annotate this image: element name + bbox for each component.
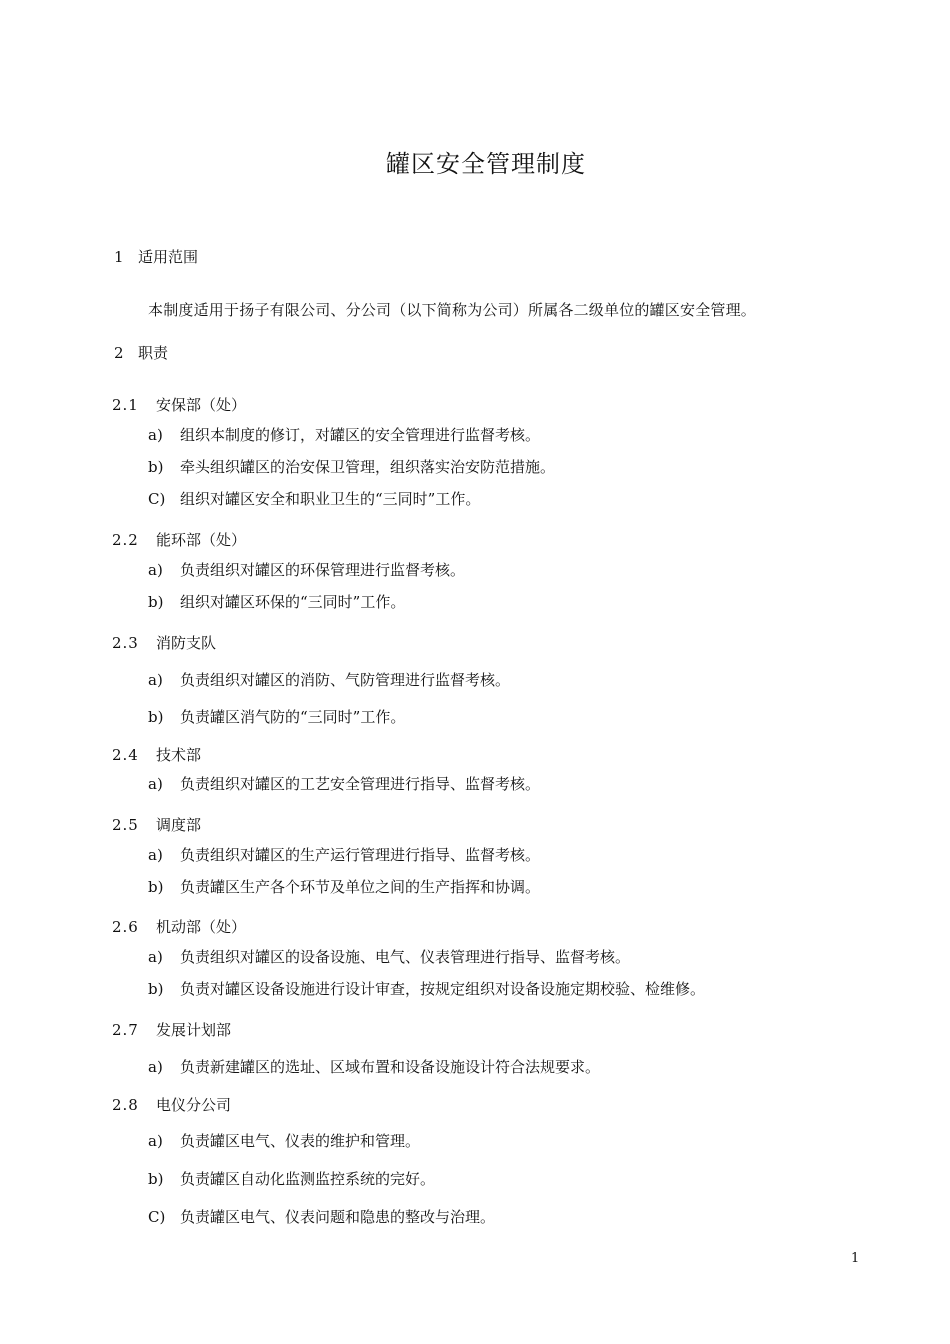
list-item-marker: b) [148, 878, 164, 896]
list-item-text: 负责组织对罐区的环保管理进行监督考核。 [180, 561, 466, 579]
list-item-text: 负责罐区消气防的“三同时”工作。 [180, 708, 406, 726]
list-item-text: 负责组织对罐区的消防、气防管理进行监督考核。 [180, 671, 511, 689]
list-item-text: 负责对罐区设备设施进行设计审查，按规定组织对设备设施定期校验、检维修。 [180, 980, 706, 998]
list-item-marker: b) [148, 980, 164, 998]
section-heading: 职责 [138, 344, 169, 362]
subsection-number: 2.2 [112, 531, 139, 549]
subsection-number: 2.3 [112, 634, 139, 652]
list-item-marker: a) [148, 775, 163, 793]
subsection-heading: 调度部 [156, 816, 202, 834]
scope-paragraph: 本制度适用于扬子有限公司、分公司（以下简称为公司）所属各二级单位的罐区安全管理。 [148, 301, 757, 319]
subsection-number: 2.8 [112, 1096, 139, 1114]
subsection-number: 2.7 [112, 1021, 139, 1039]
list-item-marker: a) [148, 671, 163, 689]
list-item-text: 负责罐区自动化监测监控系统的完好。 [180, 1170, 436, 1188]
list-item-marker: b) [148, 458, 164, 476]
subsection-heading: 机动部（处） [156, 918, 247, 936]
list-item-text: 负责组织对罐区的工艺安全管理进行指导、监督考核。 [180, 775, 541, 793]
list-item-marker: b) [148, 1170, 164, 1188]
subsection-heading: 消防支队 [156, 634, 217, 652]
list-item-marker: a) [148, 948, 163, 966]
list-item-text: 负责组织对罐区的设备设施、电气、仪表管理进行指导、监督考核。 [180, 948, 631, 966]
list-item-text: 负责新建罐区的选址、区域布置和设备设施设计符合法规要求。 [180, 1058, 601, 1076]
subsection-number: 2.4 [112, 746, 139, 764]
subsection-heading: 发展计划部 [156, 1021, 232, 1039]
list-item-marker: C) [148, 490, 166, 508]
list-item-text: 组织对罐区安全和职业卫生的“三同时”工作。 [180, 490, 481, 508]
list-item-text: 负责罐区生产各个环节及单位之间的生产指挥和协调。 [180, 878, 541, 896]
list-item-text: 组织对罐区环保的“三同时”工作。 [180, 593, 406, 611]
list-item-text: 组织本制度的修订，对罐区的安全管理进行监督考核。 [180, 426, 541, 444]
section-heading: 适用范围 [138, 248, 199, 266]
subsection-heading: 技术部 [156, 746, 202, 764]
list-item-marker: a) [148, 1058, 163, 1076]
subsection-heading: 电仪分公司 [156, 1096, 232, 1114]
list-item-marker: a) [148, 561, 163, 579]
list-item-text: 牵头组织罐区的治安保卫管理，组织落实治安防范措施。 [180, 458, 556, 476]
document-title: 罐区安全管理制度 [386, 150, 586, 178]
list-item-marker: a) [148, 426, 163, 444]
list-item-marker: C) [148, 1208, 166, 1226]
section-number: 1 [114, 248, 124, 266]
page-number: 1 [851, 1251, 860, 1266]
subsection-heading: 能环部（处） [156, 531, 247, 549]
subsection-number: 2.1 [112, 396, 139, 414]
section-number: 2 [114, 344, 124, 362]
list-item-marker: a) [148, 846, 163, 864]
subsection-number: 2.6 [112, 918, 139, 936]
list-item-marker: b) [148, 708, 164, 726]
list-item-marker: b) [148, 593, 164, 611]
list-item-marker: a) [148, 1132, 163, 1150]
list-item-text: 负责罐区电气、仪表的维护和管理。 [180, 1132, 421, 1150]
list-item-text: 负责罐区电气、仪表问题和隐患的整改与治理。 [180, 1208, 496, 1226]
list-item-text: 负责组织对罐区的生产运行管理进行指导、监督考核。 [180, 846, 541, 864]
subsection-number: 2.5 [112, 816, 139, 834]
subsection-heading: 安保部（处） [156, 396, 247, 414]
